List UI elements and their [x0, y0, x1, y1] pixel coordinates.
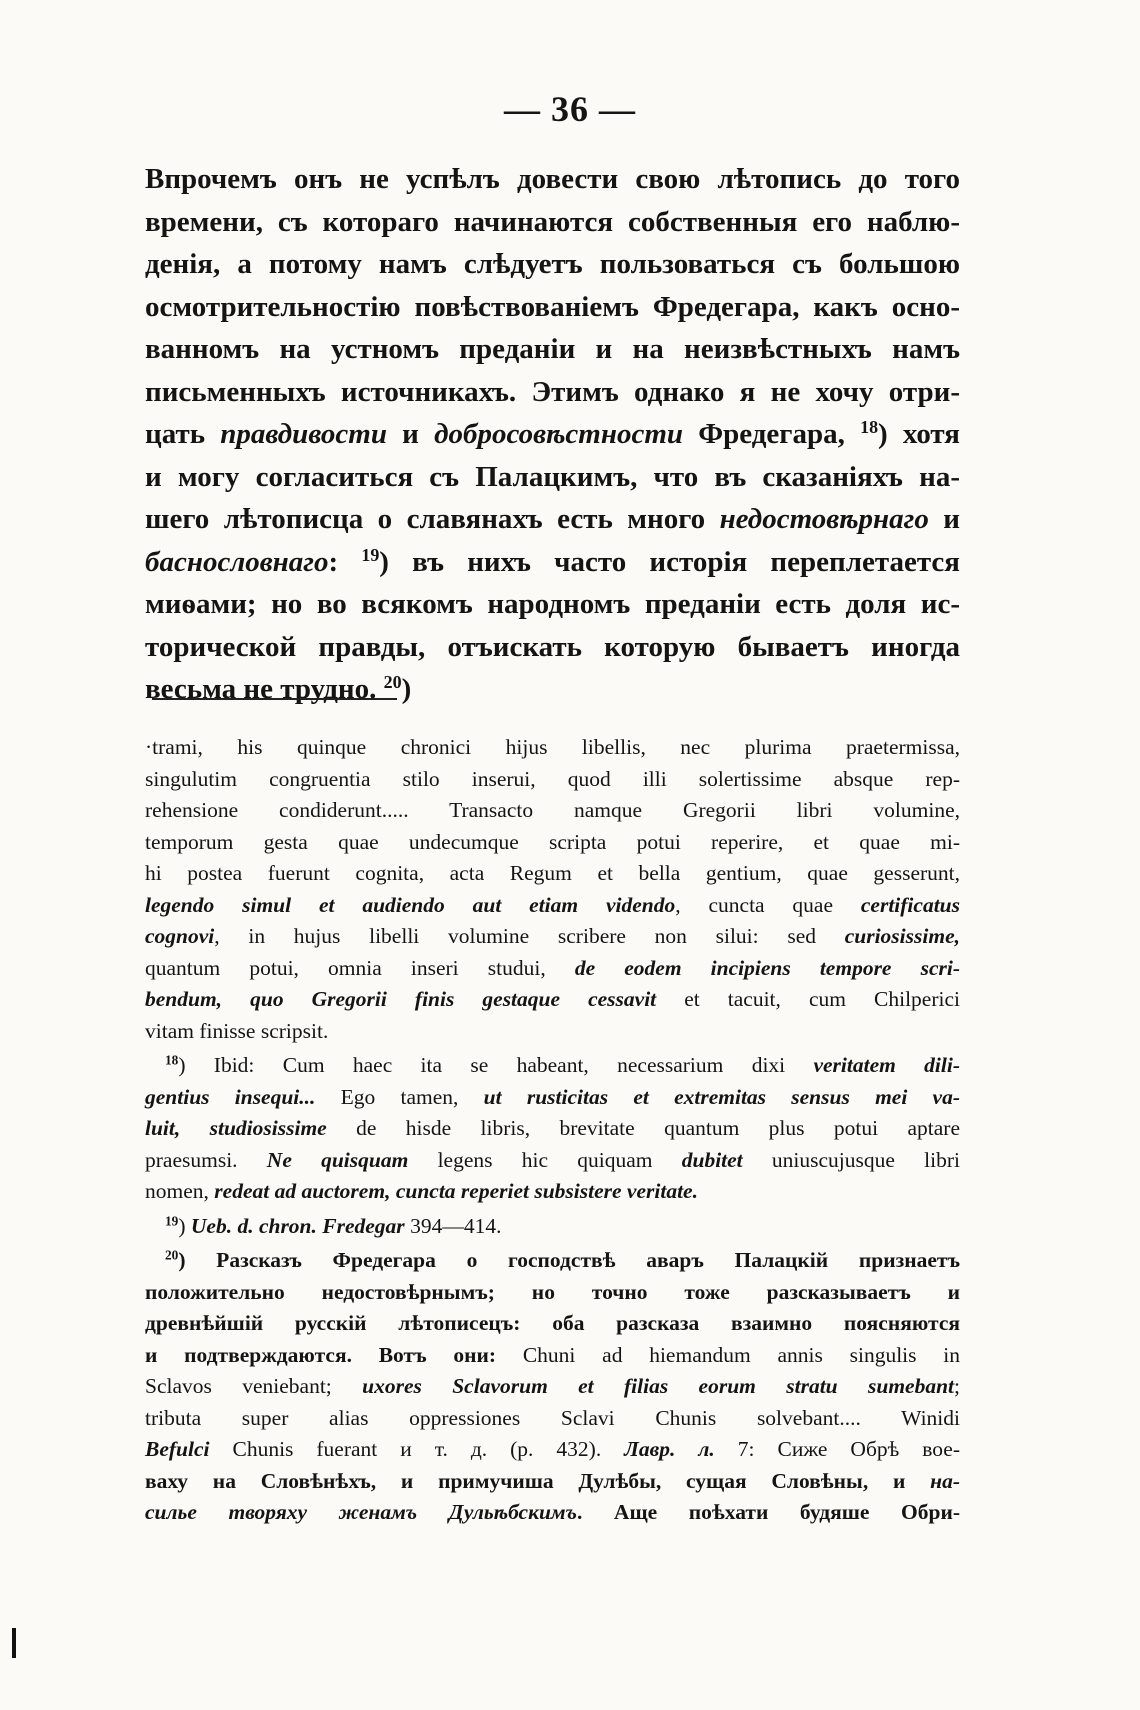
text-run: nomen, — [145, 1179, 215, 1203]
page-number: — 36 — — [504, 89, 636, 129]
italic-text: силье творяху женамъ Дульѣбскимъ — [145, 1500, 577, 1524]
footnote-line — [145, 1403, 960, 1435]
italic-text: gentius insequi... — [145, 1084, 341, 1109]
main-text-line — [145, 201, 960, 244]
text-run: quantum potui, omnia inseri studui, — [145, 955, 575, 980]
text-run: миѳами; но во всякомъ народномъ преданіи есть доля ис- — [145, 588, 960, 620]
footnote-marker: 18 — [860, 417, 879, 438]
text-run: de hisde libris, brevitate quantum plus potui aptare — [326, 1116, 960, 1140]
text-run: ) — [178, 1213, 191, 1238]
text-run: шего лѣтописца о славянахъ есть много — [145, 503, 720, 535]
italic-text: на- — [930, 1468, 960, 1493]
italic-text: ut rusticitas et extremitas sensus mei va- — [483, 1084, 961, 1109]
footnote-line — [145, 1308, 960, 1340]
text-run: Впрочемъ онъ не успѣлъ довести свою лѣтопись до того — [145, 163, 960, 195]
margin-mark — [12, 1628, 16, 1658]
footnote-line — [145, 1497, 960, 1529]
text-run: торической правды, отъискать которую бываетъ иногда — [145, 630, 960, 663]
main-text-line — [145, 286, 960, 329]
italic-text: баснословнаго — [145, 545, 329, 578]
text-run: положительно недостовѣрнымъ; но точно тоже разсказываетъ и — [145, 1279, 960, 1304]
text-run: Sclavos veniebant; — [145, 1374, 363, 1398]
text-run: Chunis fuerant и т. д. (p. 432). — [209, 1437, 625, 1461]
text-run: singulutim congruentia stilo inserui, quod illi solertissime absque rep- — [145, 766, 960, 791]
footnote-line — [145, 1277, 960, 1309]
footnote-line — [145, 764, 960, 796]
footnote-line — [145, 1371, 960, 1403]
footnote-line — [145, 1434, 960, 1466]
text-run: весьма не трудно. — [145, 673, 384, 705]
text-run: . Аще поѣхати будяше Обри- — [576, 1500, 960, 1524]
footnote-line — [145, 1082, 960, 1114]
main-text-line — [145, 413, 960, 456]
text-run: 394—414. — [404, 1213, 502, 1238]
footnote-line — [145, 1176, 960, 1208]
italic-text: redeat ad auctorem, cuncta reperiet subsistere veritate. — [214, 1179, 698, 1203]
footnote-line — [145, 921, 960, 953]
italic-text: bendum, quo Gregorii finis gestaque cessavit — [145, 987, 657, 1011]
italic-text: Ueb. d. chron. Fredegar — [190, 1213, 405, 1238]
footnote-line — [145, 827, 960, 859]
italic-text: certificatus — [860, 892, 960, 917]
footnote-line — [145, 1466, 960, 1498]
text-run: temporum gesta quae undecumque scripta potui reperire, et quae mi- — [145, 829, 960, 854]
main-text-line — [145, 626, 960, 669]
text-run: и подтверждаются. Вотъ они: — [145, 1342, 523, 1367]
italic-text: недостовѣрнаго — [719, 503, 929, 535]
footnote-line — [145, 858, 960, 890]
italic-text: правдивости — [220, 418, 387, 450]
italic-text: de eodem incipiens tempore scri- — [574, 955, 960, 980]
text-run: rehensione condiderunt..... Transacto namque Gregorii libri volumine, — [145, 798, 960, 822]
footnote-marker: 18 — [165, 1052, 179, 1068]
italic-text: legendo simul et audiendo aut etiam videndo — [145, 892, 676, 917]
footnote-marker: 19 — [165, 1213, 179, 1229]
footnote-line — [145, 1245, 960, 1277]
text-run: ванномъ на устномъ преданіи и на неизвѣстныхъ намъ — [145, 333, 960, 365]
text-run: ) въ нихъ часто исторія переплетается — [379, 545, 960, 578]
text-run: uniuscujusque libri — [742, 1147, 960, 1172]
text-run: Ego tamen, — [340, 1084, 484, 1109]
italic-text: Befulci — [145, 1437, 210, 1461]
italic-text: Ne quisquam — [266, 1147, 409, 1172]
footnote-marker: 20 — [383, 672, 402, 693]
text-run: денія, а потому намъ слѣдуетъ пользоваться съ большою — [145, 248, 960, 280]
text-run: 7: Сиже Обрѣ вое- — [714, 1437, 960, 1461]
footnote-line — [145, 984, 960, 1016]
text-run: hi postea fuerunt cognita, acta Regum et bella gentium, quae gesserunt, — [145, 861, 960, 885]
text-run: tributa super alias oppressiones Sclavi Chunis solvebant.... Winidi — [145, 1405, 960, 1430]
footnote-line — [145, 890, 960, 922]
text-run: ) Ibid: Cum haec ita se habeant, necessarium dixi — [178, 1053, 814, 1077]
text-run: : — [328, 545, 362, 578]
text-run: ; — [954, 1374, 960, 1398]
footnote-line — [145, 1145, 960, 1177]
main-text-line — [145, 371, 960, 414]
main-text-line — [145, 328, 960, 371]
italic-text: добросовѣстности — [434, 418, 684, 450]
italic-text: cognovi — [145, 924, 215, 948]
italic-text: uxores Sclavorum et filias eorum stratu sumebant — [362, 1374, 955, 1398]
main-paragraph — [145, 158, 960, 711]
main-text-line — [145, 541, 960, 584]
text-run: ваху на Словѣнѣхъ, и примучиша Дулѣбы, сущая Словѣны, и — [145, 1468, 931, 1493]
text-run: ·trami, his quinque chronici hijus libellis, nec plurima praetermissa, — [145, 735, 960, 759]
main-text-line — [145, 158, 960, 201]
main-text-line — [145, 498, 960, 541]
text-run: ) — [401, 673, 412, 705]
italic-text: luit, studiosissime — [145, 1116, 327, 1140]
text-run: и — [386, 418, 435, 450]
footnote-line — [145, 795, 960, 827]
text-run: и — [928, 503, 960, 535]
text-run: legens hic quiquam — [408, 1147, 682, 1172]
footnote-separator-rule — [152, 698, 397, 700]
text-run: и могу согласиться съ Палацкимъ, что въ сказаніяхъ на- — [145, 460, 960, 493]
text-run: древнѣйшій русскій лѣтописецъ: оба разсказа взаимно поясняются — [145, 1311, 960, 1335]
text-run: ) Разсказъ Фредегара о господствѣ аваръ Палацкій признаетъ — [178, 1248, 960, 1272]
footnote-line — [145, 1050, 960, 1082]
footnote-line — [145, 953, 960, 985]
main-text-line — [145, 668, 960, 711]
text-run: , in hujus libelli volumine scribere non silui: sed — [214, 924, 845, 948]
footnotes-block — [145, 732, 960, 1529]
text-run: , cuncta quae — [675, 892, 861, 917]
text-run: Фредегара, — [683, 418, 861, 450]
text-run: et tacuit, cum Chilperici — [656, 987, 960, 1011]
text-run: vitam finisse scripsit. — [145, 1018, 329, 1043]
main-text-line — [145, 456, 960, 499]
text-run: ) хотя — [878, 418, 960, 450]
italic-text: dubitet — [681, 1147, 743, 1172]
footnote-line — [145, 1211, 960, 1243]
text-run: письменныхъ источникахъ. Этимъ однако я не хочу отри- — [145, 375, 960, 408]
footnote-line — [145, 1113, 960, 1145]
footnote-marker: 20 — [165, 1247, 179, 1263]
footnote-line — [145, 732, 960, 764]
text-run: времени, съ котораго начинаются собственныя его наблю- — [145, 205, 960, 238]
text-run: цать — [145, 418, 221, 450]
italic-text: veritatem dili- — [813, 1053, 961, 1077]
footnote-line — [145, 1340, 960, 1372]
text-run: Chuni ad hiemandum annis singulis in — [522, 1342, 961, 1367]
footnote-line — [145, 1016, 960, 1048]
text-run: praesumsi. — [145, 1147, 267, 1172]
main-text-line — [145, 583, 960, 626]
italic-text: Лавр. л. — [624, 1437, 715, 1461]
footnote-marker: 19 — [361, 544, 380, 565]
main-text-line — [145, 243, 960, 286]
italic-text: curiosissime, — [844, 924, 960, 948]
text-run: осмотрительностію повѣствованіемъ Фредегара, какъ осно- — [145, 290, 960, 323]
